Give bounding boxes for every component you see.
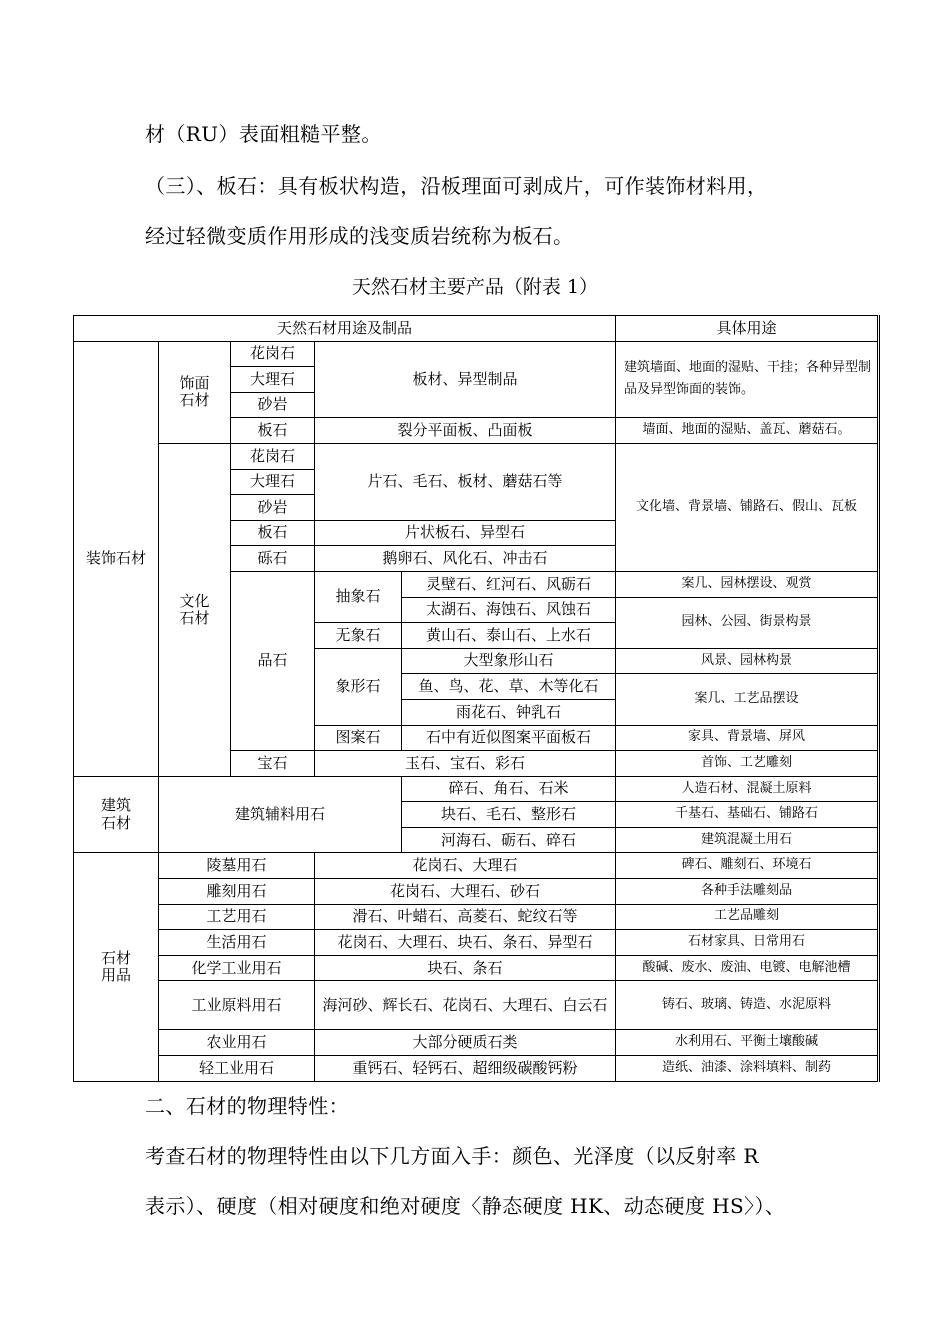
use-cell: 造纸、油漆、涂料填料、制药 xyxy=(616,1056,879,1082)
art-subtype: 图案石 xyxy=(315,725,402,751)
use-cell: 千基石、基础石、铺路石 xyxy=(616,802,879,828)
stone-type: 砂岩 xyxy=(231,392,315,418)
product-cell: 花岗石、大理石、块石、条石、异型石 xyxy=(315,930,616,956)
stone-type: 花岗石 xyxy=(231,443,315,469)
product-cell: 花岗石、大理石、砂石 xyxy=(315,879,616,905)
use-cell: 首饰、工艺雕刻 xyxy=(616,751,879,777)
table-row xyxy=(74,443,879,469)
category-goods: 石材 用品 xyxy=(74,853,159,1081)
product-cell: 裂分平面板、凸面板 xyxy=(315,418,616,444)
use-cell: 水利用石、平衡土壤酸碱 xyxy=(616,1030,879,1056)
product-cell: 片石、毛石、板材、蘑菇石等 xyxy=(315,443,616,520)
art-subtype: 抽象石 xyxy=(315,571,402,622)
goods-name: 工业原料用石 xyxy=(159,981,315,1030)
goods-name: 雕刻用石 xyxy=(159,879,315,905)
use-cell: 文化墙、背景墙、铺路石、假山、瓦板 xyxy=(616,443,879,571)
use-cell: 案几、工艺品摆设 xyxy=(616,674,879,725)
stone-type: 板石 xyxy=(231,520,315,546)
table-header-row xyxy=(74,316,879,342)
stone-type: 大理石 xyxy=(231,367,315,393)
stone-type: 板石 xyxy=(231,418,315,444)
product-cell: 花岗石、大理石 xyxy=(315,853,616,879)
product-cell: 雨花石、钟乳石 xyxy=(402,699,616,725)
build-aux: 建筑辅料用石 xyxy=(159,776,402,853)
use-cell: 风景、园林构景 xyxy=(616,648,879,674)
product-cell: 片状板石、异型石 xyxy=(315,520,616,546)
use-cell: 各种手法雕刻品 xyxy=(616,879,879,905)
stone-type: 宝石 xyxy=(231,751,315,777)
product-cell: 鹅卵石、风化石、冲击石 xyxy=(315,546,616,572)
table-caption: 天然石材主要产品（附表 1） xyxy=(351,276,599,298)
product-cell: 碎石、角石、石米 xyxy=(402,776,616,802)
table-row xyxy=(74,1030,879,1056)
use-cell: 酸碱、废水、废油、电镀、电解池槽 xyxy=(616,955,879,981)
table-row xyxy=(74,776,879,802)
use-cell: 石材家具、日常用石 xyxy=(616,930,879,956)
paragraph-line-3: 经过轻微变质作用形成的浅变质岩统称为板石。 xyxy=(145,224,574,248)
product-cell: 块石、毛石、整形石 xyxy=(402,802,616,828)
stone-type-art: 品石 xyxy=(231,571,315,750)
header-use: 具体用途 xyxy=(616,316,879,342)
stone-type: 大理石 xyxy=(231,469,315,495)
use-cell: 案几、园林摆设、观赏 xyxy=(616,571,879,597)
table-row xyxy=(74,930,879,956)
header-main: 天然石材用途及制品 xyxy=(74,316,616,342)
table-row xyxy=(74,904,879,930)
use-cell: 家具、背景墙、屏风 xyxy=(616,725,879,751)
goods-name: 陵墓用石 xyxy=(159,853,315,879)
stone-type: 砾石 xyxy=(231,546,315,572)
product-cell: 大型象形山石 xyxy=(402,648,616,674)
stone-type: 花岗石 xyxy=(231,341,315,367)
use-cell: 工艺品雕刻 xyxy=(616,904,879,930)
product-cell: 河海石、砺石、碎石 xyxy=(402,827,616,853)
paragraph-line-2: （三）、板石：具有板状构造，沿板理面可剥成片，可作装饰材料用， xyxy=(145,174,768,198)
product-cell: 灵壁石、红河石、风砺石 xyxy=(402,571,616,597)
section-heading: 二、石材的物理特性： xyxy=(145,1094,349,1118)
table-row xyxy=(74,981,879,1030)
product-cell: 板材、异型制品 xyxy=(315,341,616,418)
goods-name: 化学工业用石 xyxy=(159,955,315,981)
use-cell: 园林、公园、街景构景 xyxy=(616,597,879,648)
table-row xyxy=(74,1056,879,1082)
table-row xyxy=(74,955,879,981)
goods-name: 农业用石 xyxy=(159,1030,315,1056)
goods-name: 工艺用石 xyxy=(159,904,315,930)
art-subtype: 象形石 xyxy=(315,648,402,725)
category-decor: 装饰石材 xyxy=(74,341,159,776)
use-cell: 碑石、雕刻石、环境石 xyxy=(616,853,879,879)
paragraph-line-6: 表示）、硬度（相对硬度和绝对硬度〈静态硬度 HK、动态硬度 HS〉）、 xyxy=(145,1194,786,1218)
use-cell: 人造石材、混凝土原料 xyxy=(616,776,879,802)
product-cell: 滑石、叶蜡石、高菱石、蛇纹石等 xyxy=(315,904,616,930)
category-build: 建筑 石材 xyxy=(74,776,159,853)
paragraph-line-1: 材（RU）表面粗糙平整。 xyxy=(145,122,382,146)
product-cell: 鱼、鸟、花、草、木等化石 xyxy=(402,674,616,700)
product-cell: 黄山石、泰山石、上水石 xyxy=(402,623,616,649)
table-row xyxy=(74,853,879,879)
use-cell: 建筑墙面、地面的湿贴、干挂；各种异型制品及异型饰面的装饰。 xyxy=(616,341,879,418)
stone-type: 砂岩 xyxy=(231,495,315,521)
product-cell: 大部分硬质石类 xyxy=(315,1030,616,1056)
paragraph-line-5: 考查石材的物理特性由以下几方面入手：颜色、光泽度（以反射率 R xyxy=(145,1144,759,1168)
product-cell: 海河砂、辉长石、花岗石、大理石、白云石 xyxy=(315,981,616,1030)
stone-products-table xyxy=(73,315,880,1082)
goods-name: 生活用石 xyxy=(159,930,315,956)
subcategory-facing: 饰面 石材 xyxy=(159,341,231,443)
product-cell: 玉石、宝石、彩石 xyxy=(315,751,616,777)
goods-name: 轻工业用石 xyxy=(159,1056,315,1082)
table-row xyxy=(74,879,879,905)
product-cell: 太湖石、海蚀石、风蚀石 xyxy=(402,597,616,623)
use-cell: 建筑混凝土用石 xyxy=(616,827,879,853)
use-cell: 铸石、玻璃、铸造、水泥原料 xyxy=(616,981,879,1030)
product-cell: 块石、条石 xyxy=(315,955,616,981)
art-subtype: 无象石 xyxy=(315,623,402,649)
use-cell: 墙面、地面的湿贴、盖瓦、蘑菇石。 xyxy=(616,418,879,444)
product-cell: 重钙石、轻钙石、超细级碳酸钙粉 xyxy=(315,1056,616,1082)
product-cell: 石中有近似图案平面板石 xyxy=(402,725,616,751)
subcategory-culture: 文化 石材 xyxy=(159,443,231,776)
table-row xyxy=(74,341,879,367)
